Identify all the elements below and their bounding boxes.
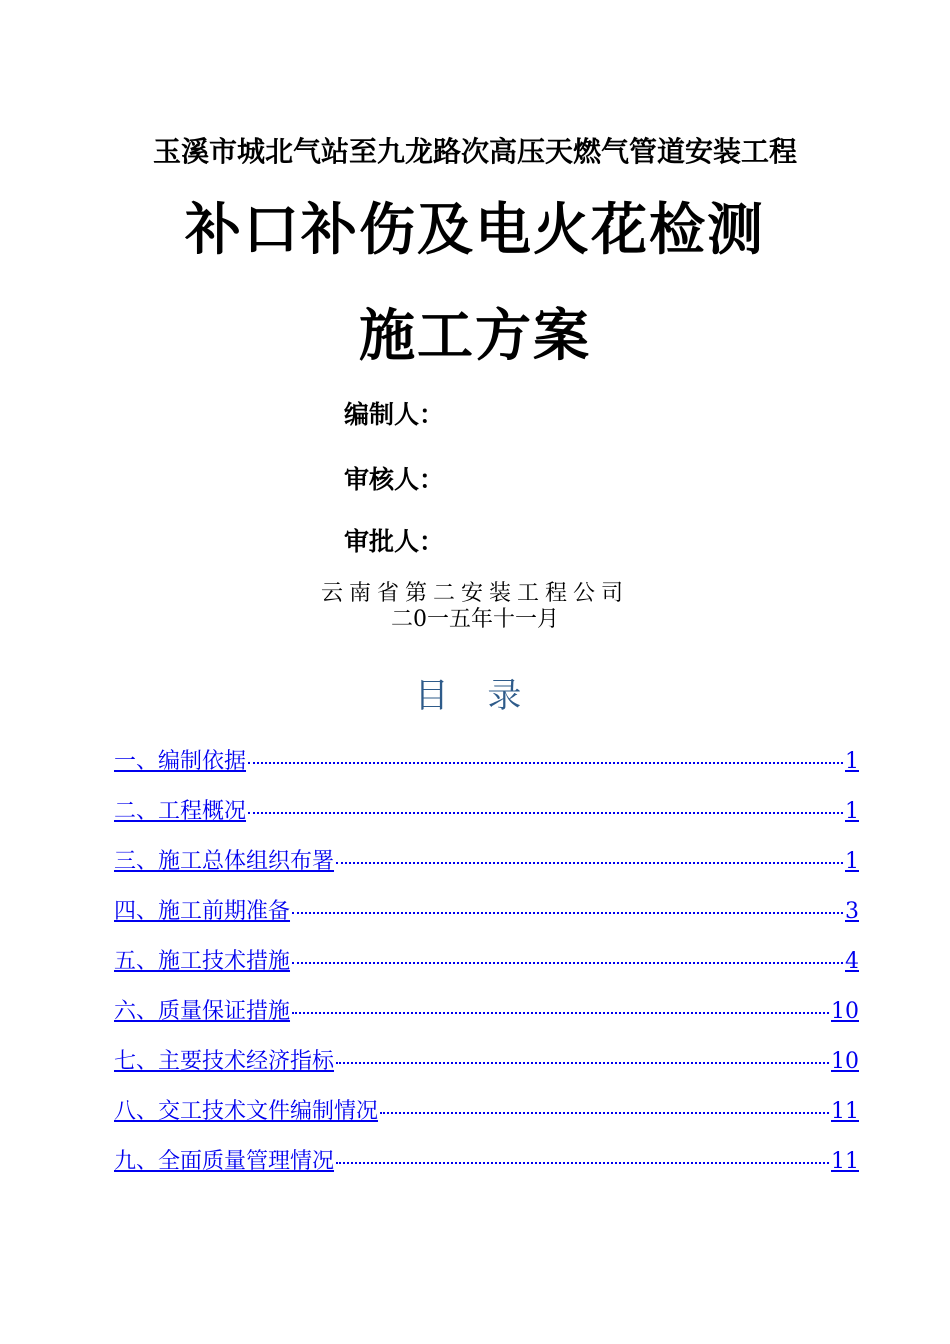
- toc-title: 目 录: [414, 676, 536, 716]
- toc-entry-page: 4: [845, 949, 859, 974]
- toc-entry-label: 三、施工总体组织布署: [114, 849, 335, 874]
- compiler-label: 编制人：: [344, 400, 445, 429]
- table-of-contents: [114, 744, 859, 1194]
- toc-leader: [336, 862, 843, 864]
- document-date: 二0一五年十一月: [391, 607, 559, 632]
- toc-entry-6[interactable]: [114, 994, 859, 1044]
- toc-entry-8[interactable]: [114, 1094, 859, 1144]
- toc-leader: [292, 1012, 829, 1014]
- project-title: 玉溪市城北气站至九龙路次高压天燃气管道安装工程: [152, 135, 797, 168]
- toc-entry-label: 二、工程概况: [114, 799, 247, 824]
- main-title-line1: 补口补伤及电火花检测: [185, 198, 765, 263]
- toc-entry-label: 九、全面质量管理情况: [114, 1149, 335, 1174]
- reviewer-label: 审核人：: [344, 465, 445, 494]
- toc-entry-label: 一、编制依据: [114, 749, 247, 774]
- toc-leader: [336, 1062, 829, 1064]
- toc-entry-page: 10: [831, 1049, 859, 1074]
- toc-entry-page: 1: [845, 849, 859, 874]
- toc-entry-page: 11: [831, 1099, 859, 1124]
- toc-entry-5[interactable]: [114, 944, 859, 994]
- toc-entry-7[interactable]: [114, 1044, 859, 1094]
- toc-entry-page: 3: [845, 899, 859, 924]
- toc-entry-3[interactable]: [114, 844, 859, 894]
- toc-leader: [292, 912, 843, 914]
- toc-leader: [380, 1112, 829, 1114]
- toc-entry-page: 1: [845, 749, 859, 774]
- toc-entry-page: 11: [831, 1149, 859, 1174]
- toc-entry-page: 1: [845, 799, 859, 824]
- toc-leader: [292, 962, 843, 964]
- toc-entry-label: 四、施工前期准备: [114, 899, 291, 924]
- toc-leader: [336, 1162, 829, 1164]
- toc-entry-label: 八、交工技术文件编制情况: [114, 1099, 379, 1124]
- toc-leader: [248, 762, 843, 764]
- company-name: 云南省第二安装工程公司: [320, 581, 629, 606]
- toc-entry-label: 七、主要技术经济指标: [114, 1049, 335, 1074]
- toc-leader: [248, 812, 843, 814]
- toc-entry-page: 10: [831, 999, 859, 1024]
- toc-entry-label: 五、施工技术措施: [114, 949, 291, 974]
- approver-label: 审批人：: [344, 527, 445, 556]
- main-title-line2: 施工方案: [359, 304, 591, 369]
- toc-entry-1[interactable]: [114, 744, 859, 794]
- toc-entry-4[interactable]: [114, 894, 859, 944]
- toc-entry-9[interactable]: [114, 1144, 859, 1194]
- toc-entry-2[interactable]: [114, 794, 859, 844]
- toc-entry-label: 六、质量保证措施: [114, 999, 291, 1024]
